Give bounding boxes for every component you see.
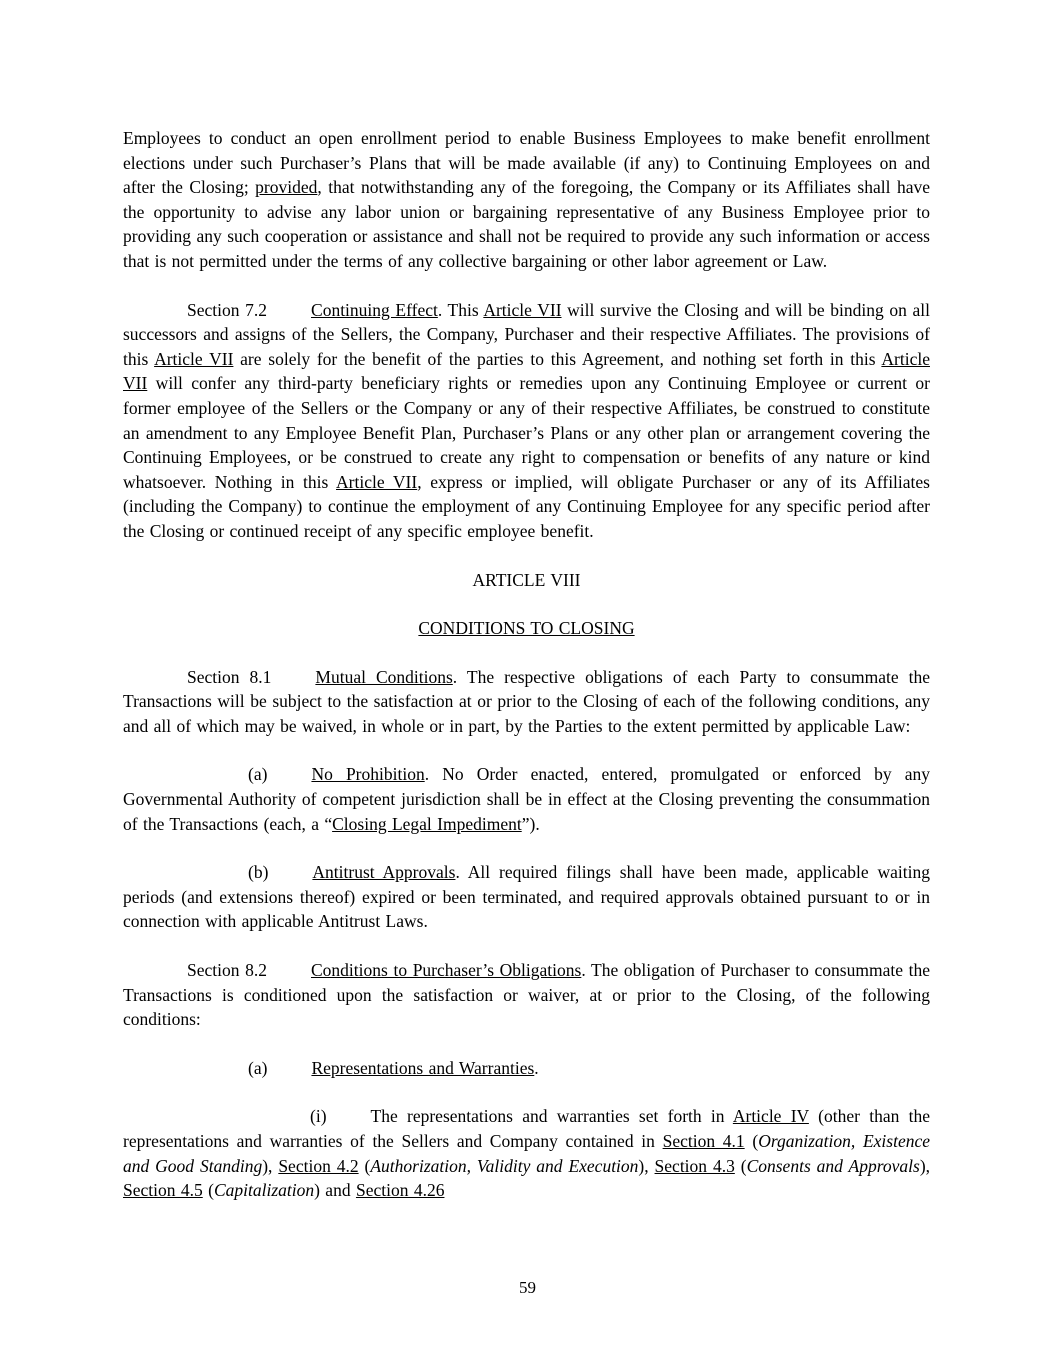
text-run: ( <box>734 1155 747 1176</box>
text-run: , that notwithstanding any of the foregoing, the Company or its Affiliates shall have the opportunity to advise any labor union or bargaining representative of any Business Employee prior to providing any such cooperation or assistance and shall not be required to provide any such information or access that is not permitted under the terms of any collective bargaining or other labor agreement or Law. <box>123 177 930 271</box>
text-run: Capitalization <box>213 1180 315 1201</box>
text-run: Article VII <box>123 348 930 394</box>
text-run: (i) <box>310 1106 327 1127</box>
text-run: Employees to conduct an open enrollment period to enable Business Employees to make benefit enrollment elections under such Purchaser’s Plans that will be made available (if any) to Continuing Employees on and after the Closing; <box>123 128 930 198</box>
document-paragraph <box>123 1056 930 1081</box>
text-run: , express or implied, will obligate Purchaser or any of its Affiliates (including the Company) to continue the employment of any Continuing Employee for any specific period after the Closing or continued receipt of any specific employee benefit. <box>123 471 930 541</box>
text-run: . This <box>437 299 484 320</box>
text-run: ARTICLE VIII <box>472 569 581 590</box>
text-run: Organization, Existence and Good Standing <box>123 1131 930 1176</box>
text-run: . The obligation of Purchaser to consummate the Transactions is conditioned upon the satisfaction or waiver, at or prior to the Closing, of the following conditions: <box>123 960 931 1030</box>
text-run: Article IV <box>732 1106 809 1127</box>
document-paragraph <box>123 762 930 836</box>
text-run: . The respective obligations of each Party to consummate the Transactions will be subject to the satisfaction at or prior to the Closing of each of the following conditions, any and all of which may be waived, in whole or in part, by the Parties to the extent permitted by applicable Law: <box>123 666 930 736</box>
text-run: Consents and Approvals <box>746 1155 920 1176</box>
text-run: (a) <box>248 764 268 785</box>
text-run: (other than the representations and warranties of the Sellers and Company contained in <box>123 1106 930 1151</box>
text-run: will confer any third-party beneficiary rights or remedies upon any Continuing Employee or current or former employee of the Sellers or the Company or any of their respective Affiliates, be construed to constitute an amendment to any Employee Benefit Plan, Purchaser’s Plans or any other plan or arrangement covering the Continuing Employees, or be construed to create any right to compensation or benefits of any nature or kind whatsoever. Nothing in this <box>123 373 930 492</box>
page-number: 59 <box>519 1278 536 1297</box>
document-body <box>123 126 930 1227</box>
text-run: Section 4.5 <box>123 1180 203 1201</box>
document-heading <box>123 616 930 641</box>
text-run: provided <box>255 177 318 198</box>
text-run: will survive the Closing and will be binding on all successors and assigns of the Sellers, the Company, Purchaser and their respective Affiliates. The provisions of this <box>123 299 930 369</box>
text-run: Section 4.3 <box>654 1155 735 1176</box>
text-run: . No Order enacted, entered, promulgated or enforced by any Governmental Authority of competent jurisdiction shall be in effect at the Closing preventing the consummation of the Transactions (each, a “ <box>123 764 930 834</box>
text-run: (b) <box>248 862 269 883</box>
text-run: Representations and Warranties <box>311 1057 535 1078</box>
text-run: Conditions to Purchaser’s Obligations <box>311 960 582 981</box>
text-run: Section 7.2 <box>187 299 268 320</box>
text-run: Section 4.2 <box>278 1155 359 1176</box>
document-paragraph <box>123 665 930 739</box>
text-run: Article VII <box>336 471 418 492</box>
document-paragraph <box>123 298 930 544</box>
text-run: Section 8.2 <box>187 960 267 981</box>
text-run: CONDITIONS TO CLOSING <box>418 618 635 639</box>
text-run: Section 4.1 <box>662 1131 745 1151</box>
text-run: ( <box>358 1155 371 1176</box>
text-run: Article VII <box>483 299 562 320</box>
text-run: ”). <box>521 813 540 834</box>
text-run: Closing Legal Impediment <box>332 813 522 834</box>
text-run: Section 4.26 <box>355 1180 445 1201</box>
text-run: ), <box>638 1155 655 1176</box>
document-heading <box>123 568 930 593</box>
text-run: No Prohibition <box>311 764 425 785</box>
document-paragraph <box>123 126 930 274</box>
document-paragraph <box>123 1104 930 1202</box>
text-run: Article VII <box>154 348 234 369</box>
text-run: ), <box>919 1155 931 1176</box>
text-run: Antitrust Approvals <box>312 862 456 883</box>
text-run: Mutual Conditions <box>315 666 453 687</box>
text-run: (a) <box>248 1057 268 1078</box>
text-run: ( <box>202 1180 214 1201</box>
document-paragraph <box>123 860 930 934</box>
text-run: are solely for the benefit of the parties to this Agreement, and nothing set forth in this <box>233 348 882 369</box>
text-run: Continuing Effect <box>311 299 438 320</box>
text-run: ), <box>262 1155 279 1176</box>
text-run: ( <box>744 1131 759 1151</box>
text-run: The representations and warranties set forth in <box>370 1106 733 1127</box>
text-run: Section 8.1 <box>187 666 272 687</box>
text-run: Authorization, Validity and Execution <box>370 1155 639 1176</box>
text-run: ) and <box>314 1180 356 1201</box>
document-paragraph <box>123 958 930 1032</box>
text-run: . All required filings shall have been made, applicable waiting periods (and extensions thereof) expired or been terminated, and required approvals obtained pursuant to or in connection with applicable Antitrust Laws. <box>123 862 930 932</box>
text-run: . <box>534 1057 539 1078</box>
